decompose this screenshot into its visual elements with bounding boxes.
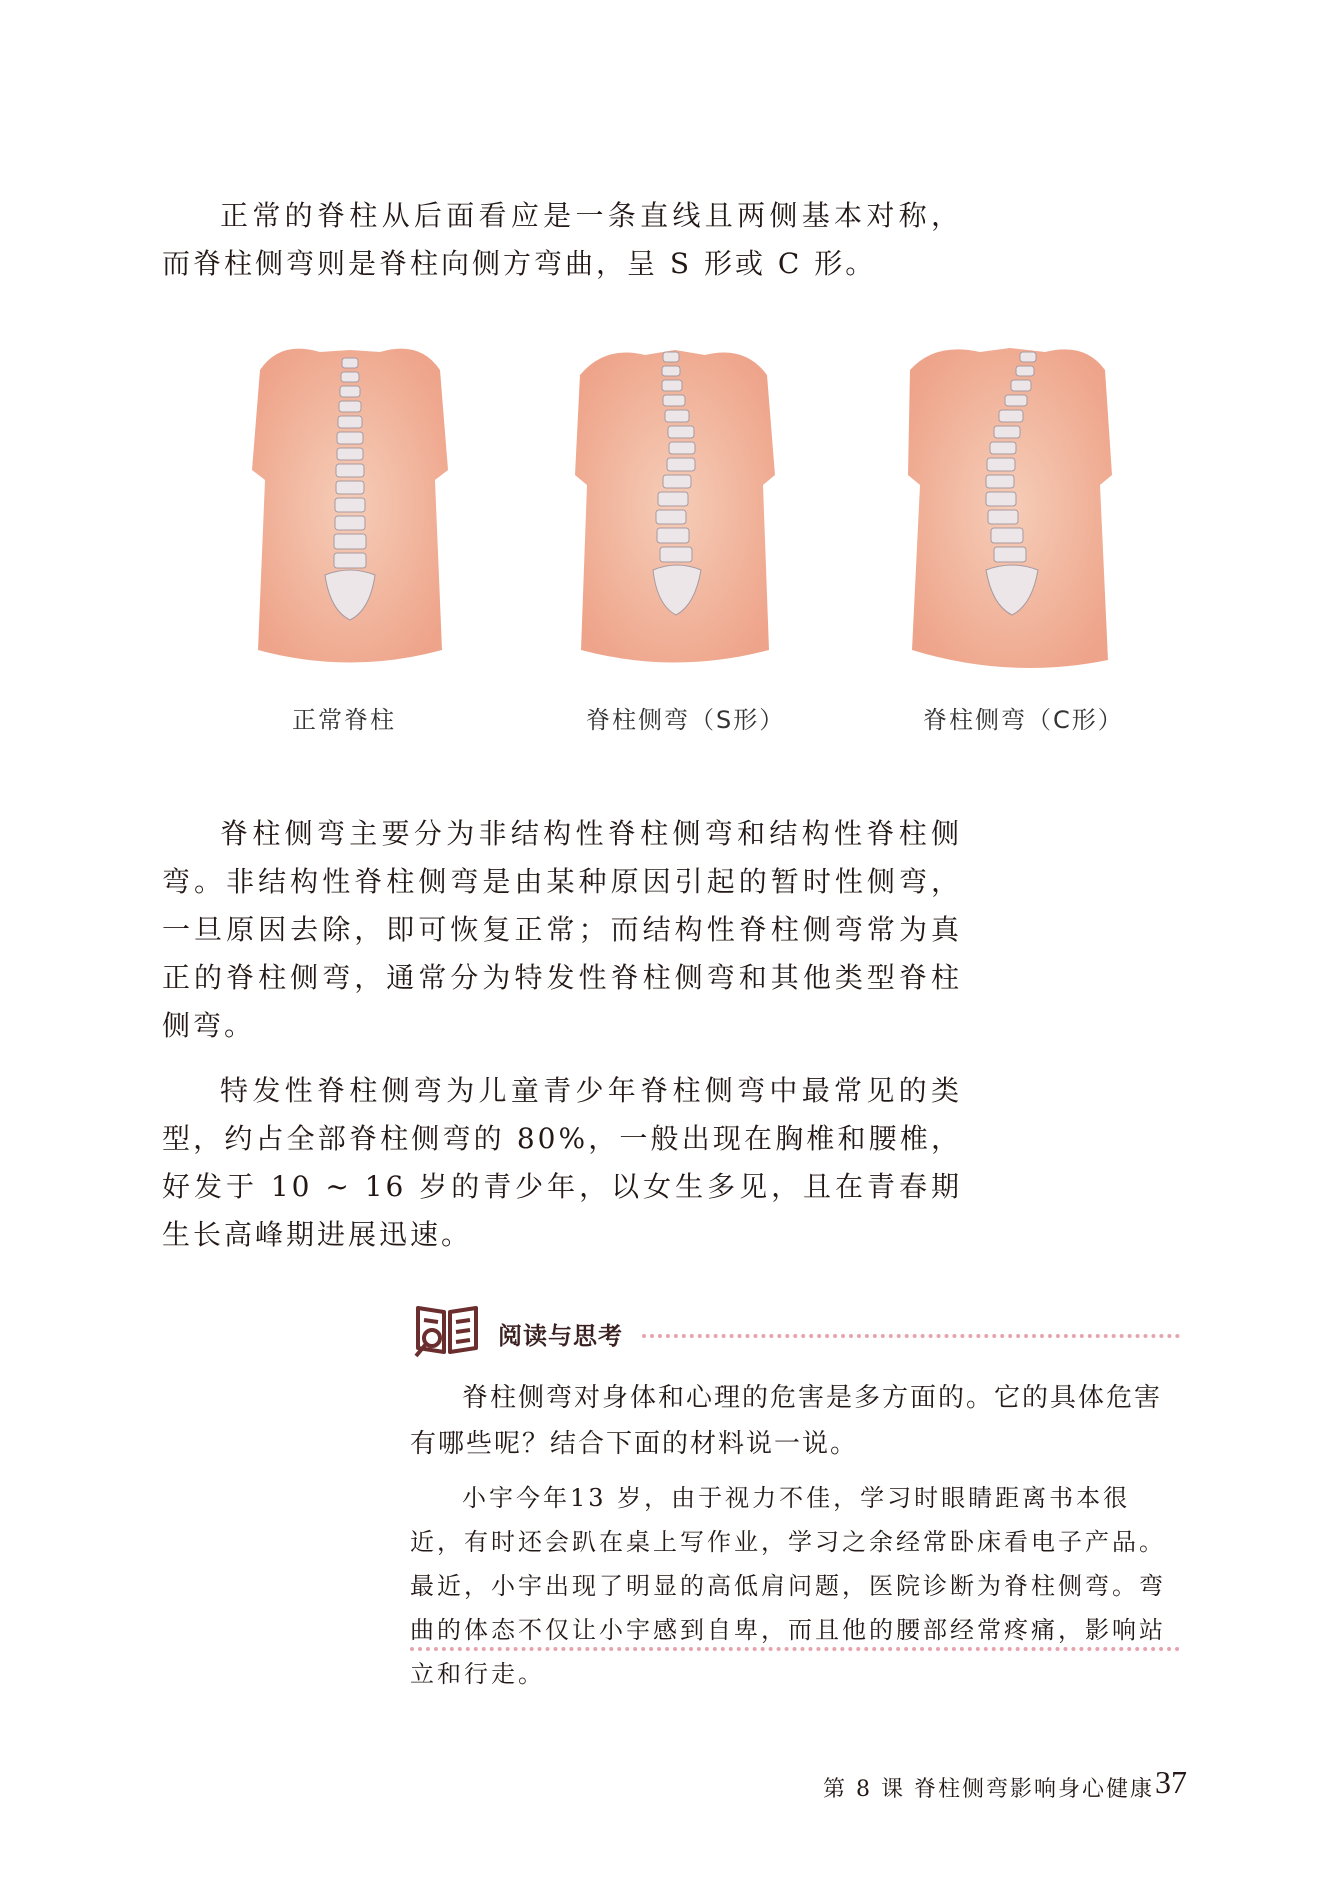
footer-lesson-title: 第 8 课 脊柱侧弯影响身心健康 (823, 1777, 1154, 1802)
reading-box-header (410, 1300, 1180, 1360)
figure-caption-s-curve: 脊柱侧弯（S形） (586, 706, 786, 734)
idiopathic-paragraph: 特发性脊柱侧弯为儿童青少年脊柱侧弯中最常见的类型，约占全部脊柱侧弯的 80%，一般出现在胸椎和腰椎，好发于 10 ~ 16 岁的青少年，以女生多见，且在青春期生长高峰期进展迅速。 (162, 1074, 962, 1251)
figure-caption-normal: 正常脊柱 (292, 706, 396, 734)
dotted-divider-top (642, 1334, 1180, 1338)
reading-box-story: 小宇今年13 岁，由于视力不佳，学习时眼睛距离书本很近，有时还会趴在桌上写作业，学习之余经常卧床看电子产品。最近，小宇出现了明显的高低肩问题，医院诊断为脊柱侧弯。弯曲的体态不仅让小宇感到自卑，而且他的腰部经常疼痛，影响站立和行走。 (410, 1484, 1166, 1688)
intro-paragraph: 正常的脊柱从后面看应是一条直线且两侧基本对称，而脊柱侧弯则是脊柱向侧方弯曲，呈 S 形或 C 形。 (162, 199, 962, 280)
reading-box-question: 脊柱侧弯对身体和心理的危害是多方面的。它的具体危害有哪些呢？结合下面的材料说一说。 (410, 1383, 1163, 1459)
book-magnifier-icon (410, 1300, 486, 1364)
c-curve-spine-illustration (880, 330, 1140, 690)
s-curve-spine-illustration (545, 330, 805, 690)
types-paragraph: 脊柱侧弯主要分为非结构性脊柱侧弯和结构性脊柱侧弯。非结构性脊柱侧弯是由某种原因引起的暂时性侧弯，一旦原因去除，即可恢复正常；而结构性脊柱侧弯常为真正的脊柱侧弯，通常分为特发性脊柱侧弯和其他类型脊柱侧弯。 (162, 817, 962, 1042)
dotted-divider-bottom (410, 1647, 1180, 1651)
reading-box-title: 阅读与思考 (498, 1322, 623, 1350)
page-number: 37 (1155, 1764, 1187, 1800)
figure-caption-c-curve: 脊柱侧弯（C形） (923, 706, 1124, 734)
normal-spine-illustration (220, 330, 480, 690)
